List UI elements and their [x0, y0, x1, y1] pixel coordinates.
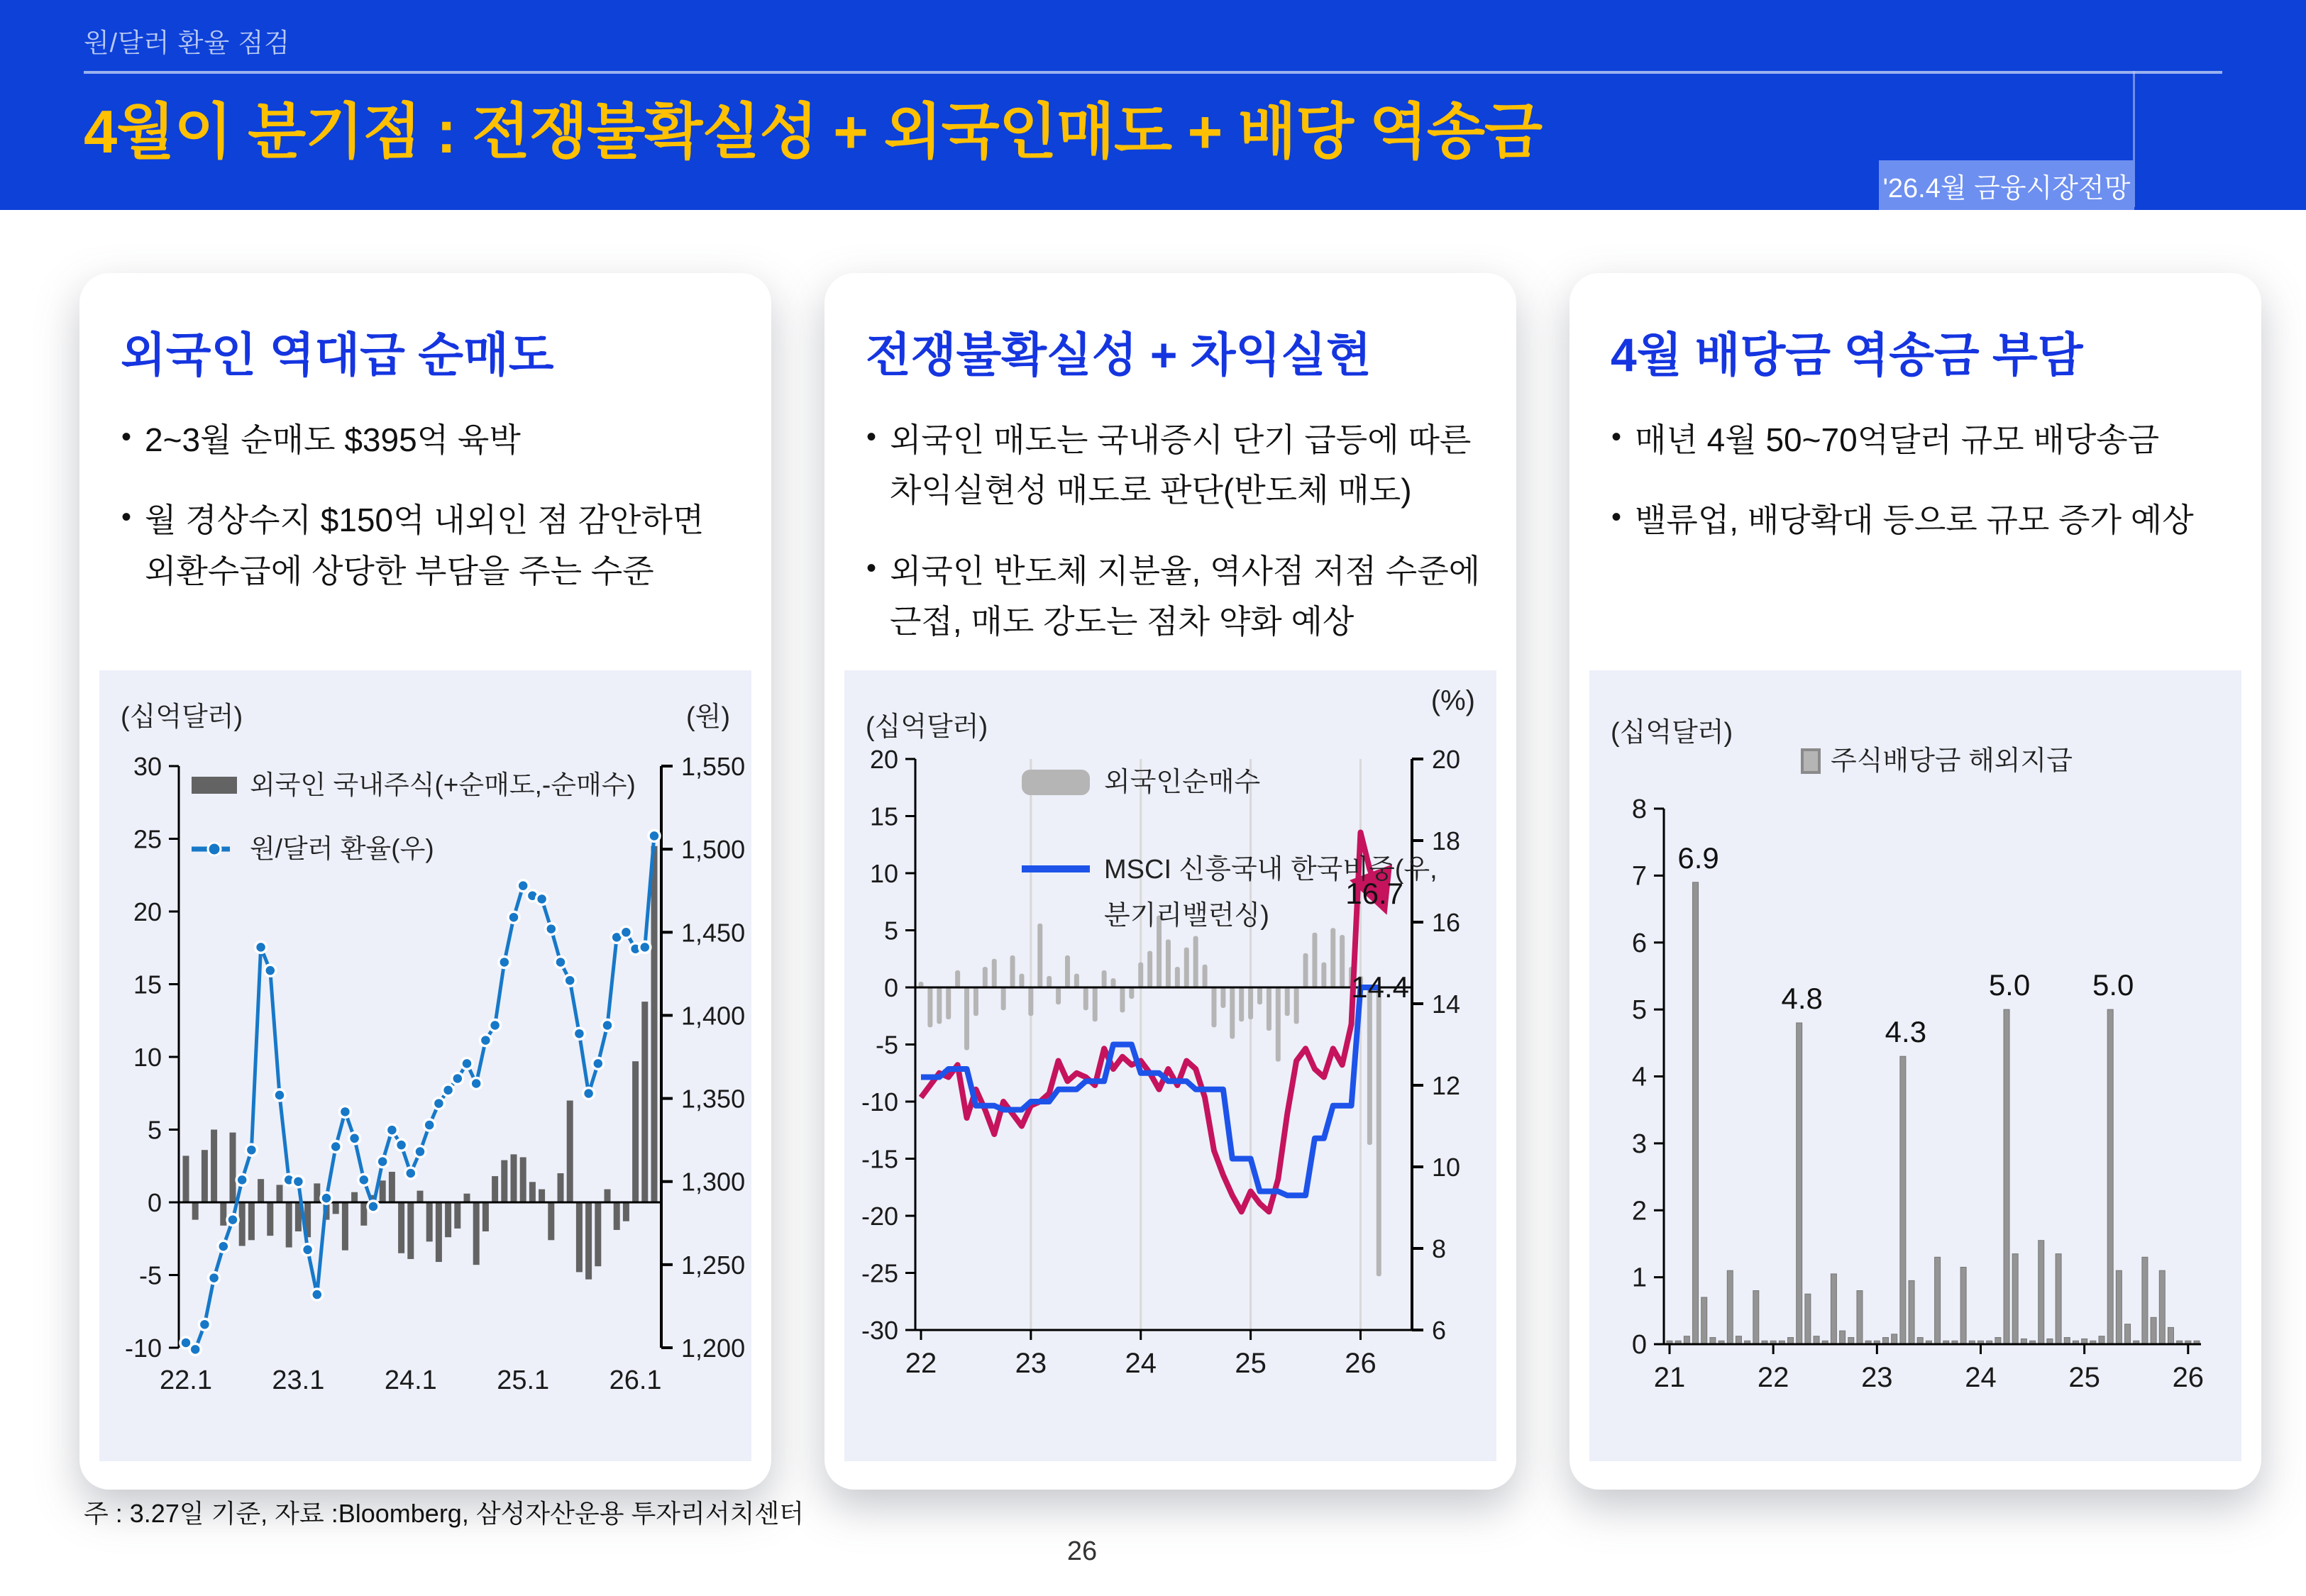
card-april-dividend	[1569, 273, 2261, 1490]
svg-text:20: 20	[133, 897, 162, 926]
bullet-list	[1598, 415, 2229, 576]
chart-dividend-overseas-svg	[1589, 670, 2241, 1461]
header-band	[0, 0, 2306, 210]
bullet-text: 2~3월 순매도 $395억 육박	[145, 421, 521, 458]
svg-text:1,250: 1,250	[681, 1250, 746, 1280]
svg-text:18: 18	[1432, 826, 1461, 855]
svg-text:25: 25	[2068, 1362, 2100, 1393]
svg-text:15: 15	[133, 970, 162, 999]
bullet-item	[853, 546, 1484, 648]
svg-text:22: 22	[905, 1348, 937, 1379]
svg-text:(%): (%)	[1430, 685, 1475, 716]
svg-text:-10: -10	[124, 1334, 162, 1363]
svg-text:26.1: 26.1	[609, 1365, 662, 1395]
bullet-item	[108, 495, 739, 597]
svg-text:(원): (원)	[685, 702, 730, 732]
svg-text:(십억달러): (십억달러)	[866, 712, 988, 742]
card-foreign-net-sell	[79, 273, 771, 1490]
svg-text:주식배당금 해외지급: 주식배당금 해외지급	[1831, 746, 2073, 776]
svg-text:24.1: 24.1	[384, 1365, 437, 1395]
svg-text:10: 10	[869, 859, 898, 888]
page-title: 4월이 분기점 : 전쟁불확실성 + 외국인매도 + 배당 역송금	[84, 99, 1543, 166]
bars-foreign-netbuy	[919, 916, 1381, 1277]
svg-text:-5: -5	[138, 1260, 162, 1290]
bullet-text: 외국인 매도는 국내증시 단기 급등에 따른 차익실현성 매도로 판단(반도체 매도)	[890, 421, 1472, 509]
svg-text:7: 7	[1631, 861, 1647, 892]
chart-foreign-stock-fx-svg	[99, 670, 751, 1461]
source-note: 주 : 3.27일 기준, 자료 :Bloomberg, 삼성자산운용 투자리서치센터	[84, 1499, 804, 1528]
svg-text:1,300: 1,300	[681, 1167, 746, 1197]
svg-text:25: 25	[133, 824, 162, 854]
bullet-list	[853, 415, 1484, 677]
svg-text:24: 24	[1125, 1348, 1157, 1379]
svg-text:4: 4	[1631, 1062, 1647, 1092]
svg-text:1,400: 1,400	[681, 1001, 746, 1031]
svg-text:1,450: 1,450	[681, 918, 746, 948]
bar-value-label: 5.0	[2092, 968, 2134, 1002]
bar-value-label: 4.3	[1885, 1015, 1927, 1049]
svg-text:1: 1	[1631, 1263, 1647, 1293]
svg-text:0: 0	[1631, 1330, 1647, 1360]
svg-text:원/달러 환율(우): 원/달러 환율(우)	[250, 834, 434, 863]
svg-text:20: 20	[869, 745, 898, 774]
svg-text:25.1: 25.1	[497, 1365, 550, 1395]
svg-text:10: 10	[1432, 1153, 1461, 1182]
bar-value-label: 6.9	[1677, 841, 1719, 875]
chart-foreign-netbuy-msci	[844, 670, 1496, 1461]
bullet-icon: •	[1611, 501, 1621, 533]
svg-text:15: 15	[869, 802, 898, 831]
svg-text:22: 22	[1757, 1362, 1789, 1393]
svg-text:(십억달러): (십억달러)	[121, 702, 243, 732]
bullet-icon: •	[866, 421, 876, 453]
header-divider	[84, 71, 2222, 74]
svg-text:6: 6	[1631, 928, 1647, 958]
annotation-14-4: 14.4	[1351, 970, 1409, 1004]
svg-text:24: 24	[1965, 1362, 1997, 1393]
legend	[1802, 746, 2073, 776]
svg-text:MSCI 신흥국내 한국비중(우,: MSCI 신흥국내 한국비중(우,	[1104, 855, 1438, 885]
bullet-text: 밸류업, 배당확대 등으로 규모 증가 예상	[1635, 501, 2194, 539]
svg-text:14: 14	[1432, 990, 1461, 1019]
svg-text:6: 6	[1432, 1316, 1447, 1345]
svg-text:5: 5	[1631, 995, 1647, 1026]
page-number: 26	[1066, 1536, 1098, 1566]
bullet-icon: •	[121, 421, 131, 453]
svg-text:1,350: 1,350	[681, 1084, 746, 1114]
svg-text:-30: -30	[861, 1316, 898, 1345]
card-war-uncertainty	[824, 273, 1516, 1490]
svg-text:10: 10	[133, 1043, 162, 1072]
bullet-icon: •	[866, 552, 876, 584]
svg-text:21: 21	[1653, 1362, 1686, 1393]
bullet-list	[108, 415, 739, 626]
bars-dividend	[1667, 882, 2200, 1344]
bar-value-label: 5.0	[1988, 968, 2031, 1002]
svg-text:외국인순매수: 외국인순매수	[1104, 767, 1261, 797]
bullet-text: 월 경상수지 $150억 내외인 점 감안하면 외환수급에 상당한 부담을 주는 수준	[145, 501, 705, 589]
svg-text:30: 30	[133, 752, 162, 781]
report-badge: '26.4월 금융시장전망	[1879, 160, 2134, 210]
legend	[192, 770, 636, 863]
annotation-16-7: 16.7	[1345, 876, 1403, 910]
svg-text:1,500: 1,500	[681, 835, 746, 865]
svg-text:분기리밸런싱): 분기리밸런싱)	[1104, 901, 1269, 931]
svg-text:26: 26	[2172, 1362, 2205, 1393]
svg-text:0: 0	[147, 1188, 162, 1217]
card-title: 외국인 역대급 순매도	[121, 328, 554, 381]
bullet-text: 매년 4월 50~70억달러 규모 배당송금	[1635, 421, 2160, 458]
svg-text:5: 5	[883, 916, 898, 946]
svg-text:-10: -10	[861, 1087, 898, 1116]
svg-text:12: 12	[1432, 1071, 1461, 1100]
bullet-item	[1598, 495, 2229, 545]
bar-value-label: 4.8	[1781, 982, 1823, 1015]
svg-text:-15: -15	[861, 1144, 898, 1174]
svg-text:-25: -25	[861, 1258, 898, 1288]
svg-text:외국인 국내주식(+순매도,-순매수): 외국인 국내주식(+순매도,-순매수)	[250, 770, 636, 799]
bullet-icon: •	[121, 501, 131, 533]
card-title: 4월 배당금 역송금 부담	[1611, 328, 2083, 381]
breadcrumb: 원/달러 환율 점검	[84, 28, 291, 57]
svg-text:20: 20	[1432, 745, 1461, 774]
bullet-text: 외국인 반도체 지분율, 역사점 저점 수준에 근접, 매도 강도는 점차 약화 예상	[890, 552, 1481, 640]
chart-foreign-stock-fx	[99, 670, 751, 1461]
svg-text:2: 2	[1631, 1196, 1647, 1226]
svg-text:23.1: 23.1	[272, 1365, 325, 1395]
msci-weight-line	[921, 987, 1379, 1195]
bullet-item	[853, 415, 1484, 516]
svg-text:-20: -20	[861, 1202, 898, 1231]
svg-text:1,200: 1,200	[681, 1334, 746, 1363]
svg-text:-5: -5	[875, 1030, 898, 1060]
bullet-item	[1598, 415, 2229, 465]
svg-text:1,550: 1,550	[681, 752, 746, 781]
chart-foreign-netbuy-msci-svg	[844, 670, 1496, 1461]
svg-text:22.1: 22.1	[160, 1365, 212, 1395]
svg-text:8: 8	[1432, 1234, 1447, 1263]
svg-text:25: 25	[1235, 1348, 1267, 1379]
svg-text:8: 8	[1631, 794, 1647, 824]
svg-text:23: 23	[1861, 1362, 1893, 1393]
svg-text:26: 26	[1345, 1348, 1377, 1379]
bullet-icon: •	[1611, 421, 1621, 453]
svg-text:5: 5	[147, 1115, 162, 1145]
bullet-item	[108, 415, 739, 465]
svg-text:(십억달러): (십억달러)	[1611, 718, 1733, 748]
svg-text:0: 0	[883, 973, 898, 1002]
svg-text:3: 3	[1631, 1129, 1647, 1159]
chart-dividend-overseas	[1589, 670, 2241, 1461]
svg-text:23: 23	[1015, 1348, 1047, 1379]
svg-text:16: 16	[1432, 908, 1461, 937]
card-title: 전쟁불확실성 + 차익실현	[866, 328, 1372, 381]
